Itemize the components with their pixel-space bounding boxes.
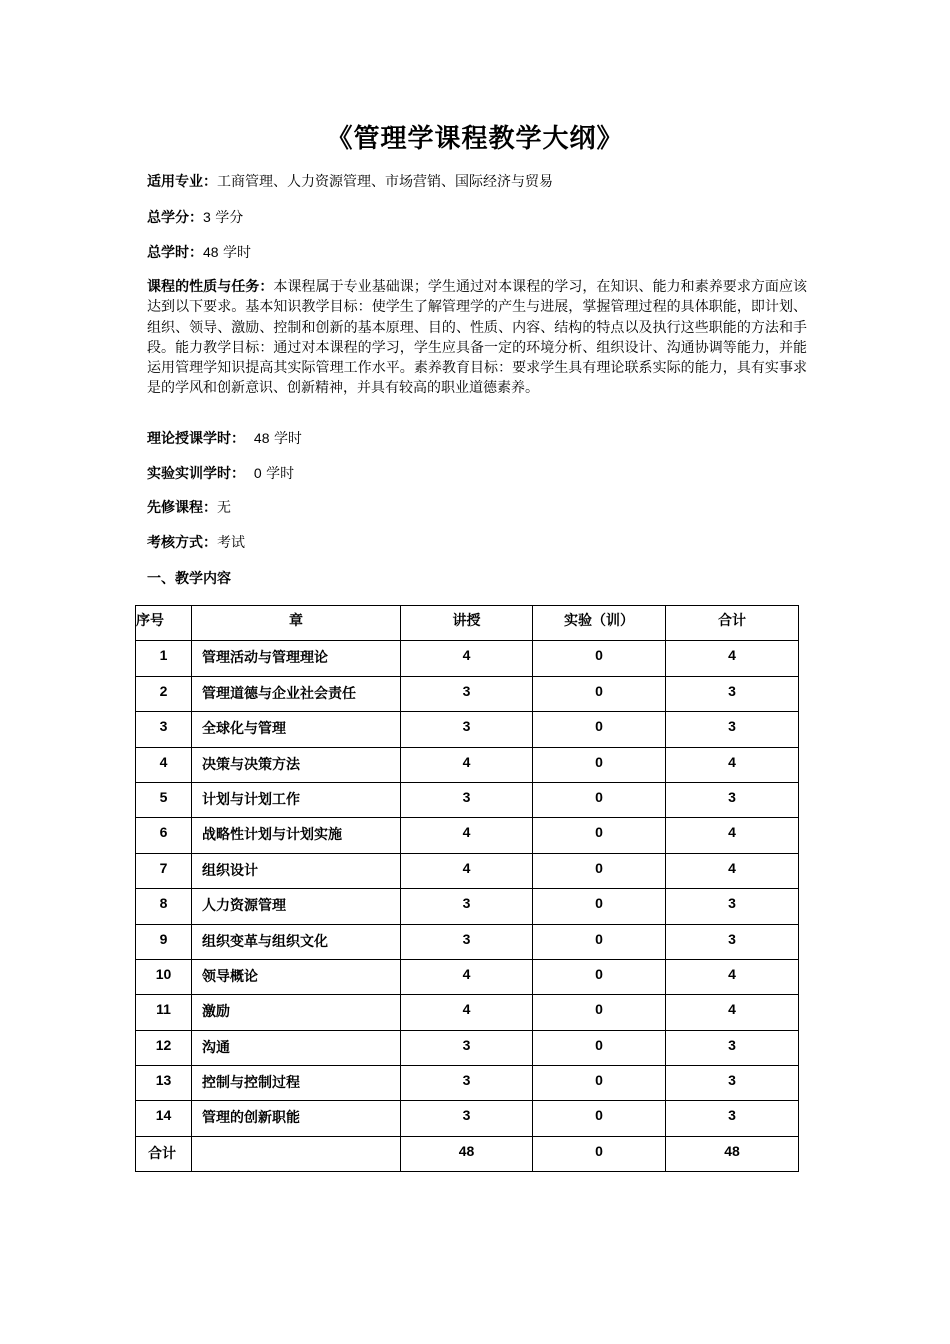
row-lab-cell: 0 <box>533 889 666 924</box>
row-lab-cell: 0 <box>533 641 666 676</box>
row-index-cell: 11 <box>136 995 192 1030</box>
row-lecture-cell: 4 <box>401 959 533 994</box>
row-lab-cell: 0 <box>533 747 666 782</box>
row-index-cell: 9 <box>136 924 192 959</box>
row-lab-cell: 0 <box>533 853 666 888</box>
field-lab-hours-unit: 学时 <box>266 466 295 482</box>
row-total-cell: 4 <box>666 641 799 676</box>
row-chapter-cell: 激励 <box>192 995 401 1030</box>
field-hours <box>147 242 251 263</box>
row-chapter-cell: 组织设计 <box>192 853 401 888</box>
row-lab-cell: 0 <box>533 995 666 1030</box>
field-prereq <box>147 498 231 518</box>
table-row <box>136 995 799 1030</box>
field-major-label: 适用专业： <box>147 174 217 190</box>
row-lab-cell: 0 <box>533 1066 666 1101</box>
field-assessment-label: 考核方式： <box>147 535 217 551</box>
field-prereq-value: 无 <box>217 500 231 516</box>
field-nature-label: 课程的性质与任务： <box>147 279 274 295</box>
section-title: 一、教学内容 <box>147 571 231 587</box>
row-index-cell: 2 <box>136 676 192 711</box>
table-row <box>136 818 799 853</box>
field-nature <box>147 277 807 399</box>
table-row <box>136 853 799 888</box>
row-lecture-cell: 3 <box>401 924 533 959</box>
row-lab-cell: 0 <box>533 712 666 747</box>
field-lab-hours <box>147 463 294 484</box>
table-row <box>136 1101 799 1136</box>
row-lecture-cell: 4 <box>401 818 533 853</box>
table-row <box>136 1066 799 1101</box>
field-credits-label: 总学分： <box>147 210 203 226</box>
row-index-cell: 8 <box>136 889 192 924</box>
row-index-cell: 14 <box>136 1101 192 1136</box>
field-credits <box>147 207 243 228</box>
field-credits-unit: 学分 <box>215 210 244 226</box>
field-hours-label: 总学时： <box>147 245 203 261</box>
row-lab-cell: 0 <box>533 818 666 853</box>
header-lecture: 讲授 <box>401 606 533 641</box>
table-row <box>136 641 799 676</box>
row-total-cell: 4 <box>666 818 799 853</box>
row-chapter-cell: 战略性计划与计划实施 <box>192 818 401 853</box>
row-index-cell: 5 <box>136 782 192 817</box>
row-chapter-cell: 管理活动与管理理论 <box>192 641 401 676</box>
row-total-cell: 4 <box>666 853 799 888</box>
row-total-cell: 3 <box>666 1066 799 1101</box>
row-index-cell: 7 <box>136 853 192 888</box>
row-lab-cell: 0 <box>533 959 666 994</box>
total-lab-cell: 0 <box>533 1136 666 1171</box>
table-body <box>136 641 799 1136</box>
row-chapter-cell: 决策与决策方法 <box>192 747 401 782</box>
total-lecture-cell: 48 <box>401 1136 533 1171</box>
row-index-cell: 10 <box>136 959 192 994</box>
table-row <box>136 1030 799 1065</box>
row-chapter-cell: 管理的创新职能 <box>192 1101 401 1136</box>
row-total-cell: 3 <box>666 924 799 959</box>
field-lab-hours-label: 实验实训学时： <box>147 466 245 482</box>
field-theory-hours-number: 48 <box>253 430 270 446</box>
row-chapter-cell: 人力资源管理 <box>192 889 401 924</box>
total-label-cell: 合计 <box>136 1136 192 1171</box>
row-total-cell: 3 <box>666 782 799 817</box>
document-title: 《管理学课程教学大纲》 <box>326 124 624 154</box>
table-row <box>136 712 799 747</box>
row-lecture-cell: 4 <box>401 853 533 888</box>
total-chapter-cell <box>192 1136 401 1171</box>
field-hours-unit: 学时 <box>223 245 252 261</box>
row-total-cell: 4 <box>666 995 799 1030</box>
field-major <box>147 172 553 192</box>
row-lab-cell: 0 <box>533 676 666 711</box>
row-total-cell: 3 <box>666 1101 799 1136</box>
field-assessment <box>147 533 245 553</box>
row-lecture-cell: 3 <box>401 1030 533 1065</box>
row-chapter-cell: 领导概论 <box>192 959 401 994</box>
table-header-row <box>136 606 799 641</box>
row-chapter-cell: 全球化与管理 <box>192 712 401 747</box>
row-lecture-cell: 3 <box>401 889 533 924</box>
row-lecture-cell: 4 <box>401 995 533 1030</box>
row-total-cell: 3 <box>666 889 799 924</box>
row-total-cell: 3 <box>666 712 799 747</box>
table-row <box>136 782 799 817</box>
row-lab-cell: 0 <box>533 782 666 817</box>
row-index-cell: 12 <box>136 1030 192 1065</box>
row-lecture-cell: 3 <box>401 1101 533 1136</box>
table-row <box>136 889 799 924</box>
header-index: 序号 <box>136 606 192 641</box>
field-nature-value: 本课程属于专业基础课；学生通过对本课程的学习，在知识、能力和素养要求方面应该达到以下要求。基本知识教学目标：使学生了解管理学的产生与进展，掌握管理过程的具体职能，即计划、组织、领导、激励、控制和创新的基本原理、目的、性质、内容、结构的特点以及执行这些职能的方法和手段。能力教学目标：通过对本课程的学习，学生应具备一定的环境分析、组织设计、沟通协调等能力，并能运用管理学知识提高其实际管理工作水平。素养教育目标：要求学生具有理论联系实际的能力，具有实事求是的学风和创新意识、创新精神，并具有较高的职业道德素养。 <box>147 279 808 397</box>
row-chapter-cell: 控制与控制过程 <box>192 1066 401 1101</box>
row-lecture-cell: 4 <box>401 641 533 676</box>
row-chapter-cell: 计划与计划工作 <box>192 782 401 817</box>
row-total-cell: 3 <box>666 676 799 711</box>
course-content-table <box>135 605 799 1172</box>
row-chapter-cell: 组织变革与组织文化 <box>192 924 401 959</box>
table-row <box>136 924 799 959</box>
total-sum-cell: 48 <box>666 1136 799 1171</box>
row-lab-cell: 0 <box>533 1030 666 1065</box>
field-theory-hours-unit: 学时 <box>273 431 302 447</box>
row-lab-cell: 0 <box>533 924 666 959</box>
field-credits-number: 3 <box>203 209 211 225</box>
header-total: 合计 <box>666 606 799 641</box>
row-total-cell: 4 <box>666 747 799 782</box>
table-row <box>136 676 799 711</box>
row-chapter-cell: 管理道德与企业社会责任 <box>192 676 401 711</box>
row-lecture-cell: 3 <box>401 676 533 711</box>
row-chapter-cell: 沟通 <box>192 1030 401 1065</box>
table-row <box>136 959 799 994</box>
row-index-cell: 4 <box>136 747 192 782</box>
row-lecture-cell: 3 <box>401 712 533 747</box>
field-lab-hours-number: 0 <box>253 465 262 481</box>
header-chapter: 章 <box>192 606 401 641</box>
field-assessment-value: 考试 <box>217 535 245 551</box>
field-theory-hours-label: 理论授课学时： <box>147 431 245 447</box>
table-total-row <box>136 1136 799 1171</box>
row-lecture-cell: 3 <box>401 1066 533 1101</box>
row-index-cell: 1 <box>136 641 192 676</box>
row-lecture-cell: 4 <box>401 747 533 782</box>
table-row <box>136 747 799 782</box>
field-theory-hours <box>147 428 302 449</box>
row-lab-cell: 0 <box>533 1101 666 1136</box>
field-major-value: 工商管理、人力资源管理、市场营销、国际经济与贸易 <box>217 174 553 190</box>
row-index-cell: 13 <box>136 1066 192 1101</box>
row-total-cell: 4 <box>666 959 799 994</box>
header-lab: 实验（训） <box>533 606 666 641</box>
row-index-cell: 6 <box>136 818 192 853</box>
row-total-cell: 3 <box>666 1030 799 1065</box>
field-hours-number: 48 <box>203 244 219 260</box>
field-prereq-label: 先修课程： <box>147 500 217 516</box>
row-lecture-cell: 3 <box>401 782 533 817</box>
row-index-cell: 3 <box>136 712 192 747</box>
